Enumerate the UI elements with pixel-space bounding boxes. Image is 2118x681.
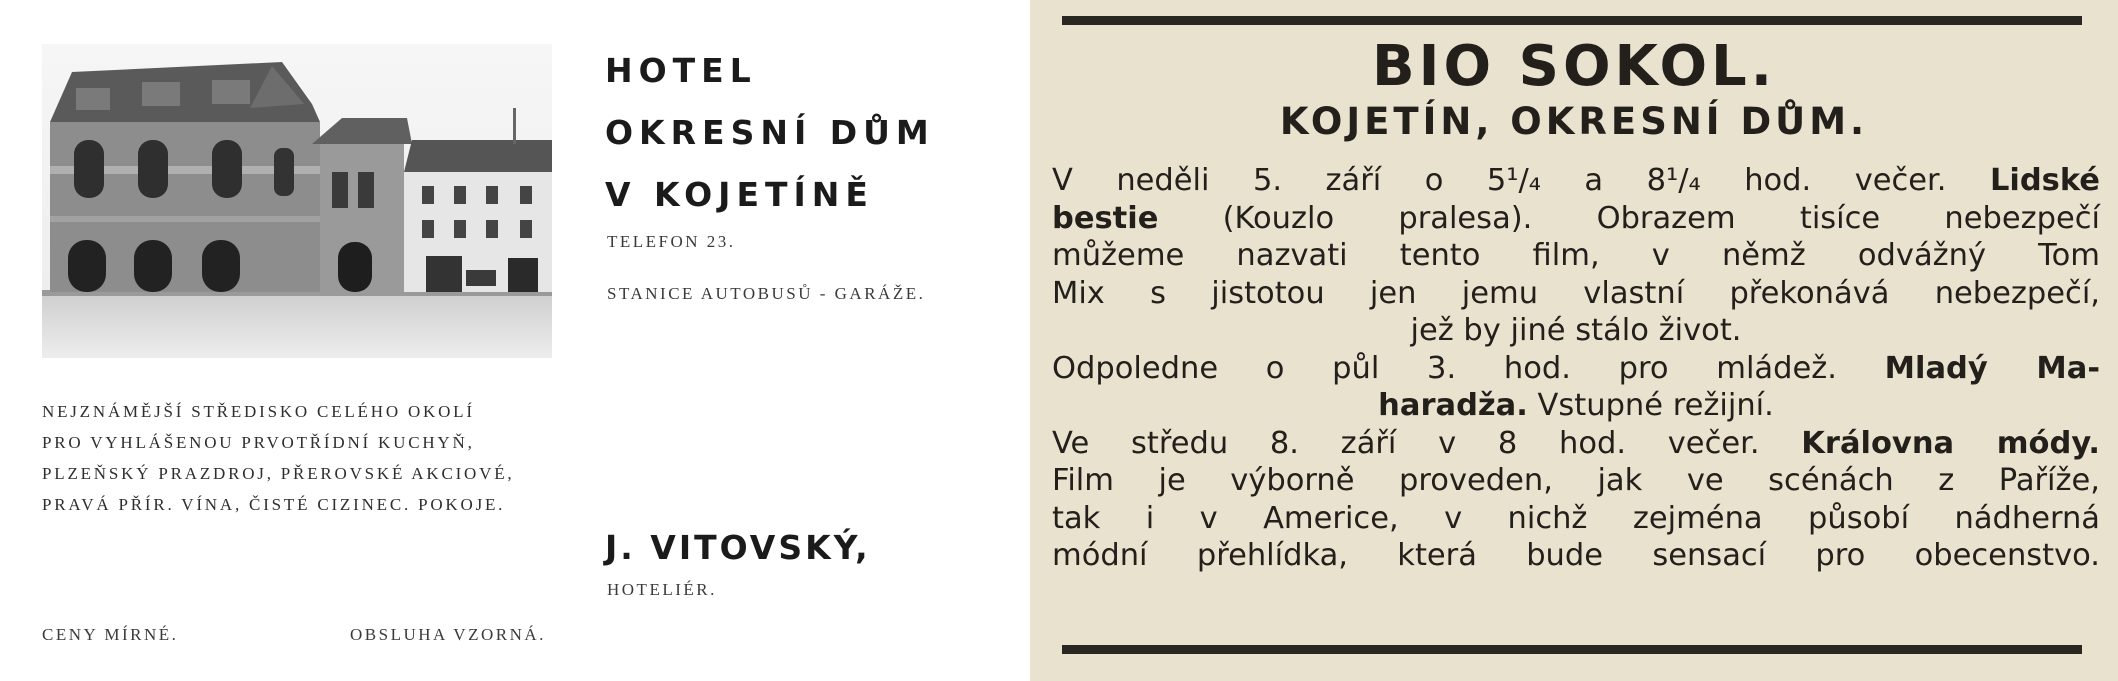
hotel-advertisement bbox=[0, 0, 1028, 681]
hotel-bus-station-garage: STANICE AUTOBUSŮ - GARÁŽE. bbox=[607, 284, 926, 303]
film-title-bold: Mladý Ma- bbox=[1884, 350, 2100, 386]
cinema-subtitle: KOJETÍN, OKRESNÍ DŮM. bbox=[1279, 100, 1869, 143]
program-line bbox=[1052, 350, 2100, 388]
description-line-2: PRO VYHLÁŠENOU PRVOTŘÍDNÍ KUCHYŇ, bbox=[42, 433, 475, 452]
cinema-program-text bbox=[1052, 162, 2100, 575]
program-text: Vstupné režijní. bbox=[1537, 388, 1774, 423]
program-text: (Kouzlo pralesa). Obrazem tisíce nebezpečí bbox=[1222, 200, 2100, 236]
hotel-owner-title: HOTELIÉR. bbox=[607, 580, 717, 599]
program-line: tak i v Americe, v nichž zejména působí nádherná bbox=[1052, 500, 2100, 536]
bottom-rule-divider bbox=[1062, 645, 2082, 654]
program-line: jež by jiné stálo život. bbox=[1410, 313, 1742, 348]
top-rule-divider bbox=[1062, 16, 2082, 25]
hotel-owner-name: J. VITOVSKÝ, bbox=[605, 528, 871, 567]
film-title-bold: Královna módy. bbox=[1801, 425, 2100, 461]
program-line: Mix s jistotou jen jemu vlastní překonává nebezpečí, bbox=[1052, 275, 2100, 311]
description-line-4: PRAVÁ PŘÍR. VÍNA, ČISTÉ CIZINEC. POKOJE. bbox=[42, 495, 506, 514]
program-line: můžeme nazvati tento film, v němž odvážný Tom bbox=[1052, 238, 2100, 273]
hotel-title-line-2: OKRESNÍ DŮM bbox=[605, 113, 935, 152]
hotel-prices-note: CENY MÍRNÉ. bbox=[42, 625, 179, 644]
program-text: Odpoledne o půl 3. hod. pro mládež. bbox=[1052, 350, 1837, 386]
program-text: Ve středu 8. září v 8 hod. večer. bbox=[1052, 425, 1760, 461]
hotel-telephone: TELEFON 23. bbox=[607, 232, 736, 251]
hotel-description bbox=[42, 396, 582, 520]
description-line-3: PLZEŇSKÝ PRAZDROJ, PŘEROVSKÉ AKCIOVÉ, bbox=[42, 464, 515, 483]
description-line-1: NEJZNÁMĚJŠÍ STŘEDISKO CELÉHO OKOLÍ bbox=[42, 402, 475, 421]
program-line bbox=[1052, 387, 2100, 425]
hotel-building-photo bbox=[42, 44, 552, 358]
program-text: V neděli 5. září o 5¹/₄ a 8¹/₄ hod. večer. bbox=[1052, 163, 1947, 198]
program-line bbox=[1052, 425, 2100, 463]
hotel-title-line-3: V KOJETÍNĚ bbox=[605, 175, 874, 214]
film-title-bold: Lidské bbox=[1989, 163, 2100, 198]
program-line: Film je výborně proveden, jak ve scénách z Paříže, bbox=[1052, 463, 2100, 498]
program-line bbox=[1052, 162, 2100, 200]
film-title-bold: bestie bbox=[1052, 200, 1159, 236]
hotel-name-heading bbox=[605, 40, 935, 226]
cinema-advertisement bbox=[1030, 0, 2118, 681]
cinema-title: BIO SOKOL. bbox=[1372, 34, 1776, 99]
hotel-service-note: OBSLUHA VZORNÁ. bbox=[350, 625, 546, 644]
program-line bbox=[1052, 200, 2100, 238]
program-line: módní přehlídka, která bude sensací pro obecenstvo. bbox=[1052, 538, 2100, 573]
film-title-bold: haradža. bbox=[1378, 388, 1528, 423]
hotel-title-line-1: HOTEL bbox=[605, 51, 757, 90]
